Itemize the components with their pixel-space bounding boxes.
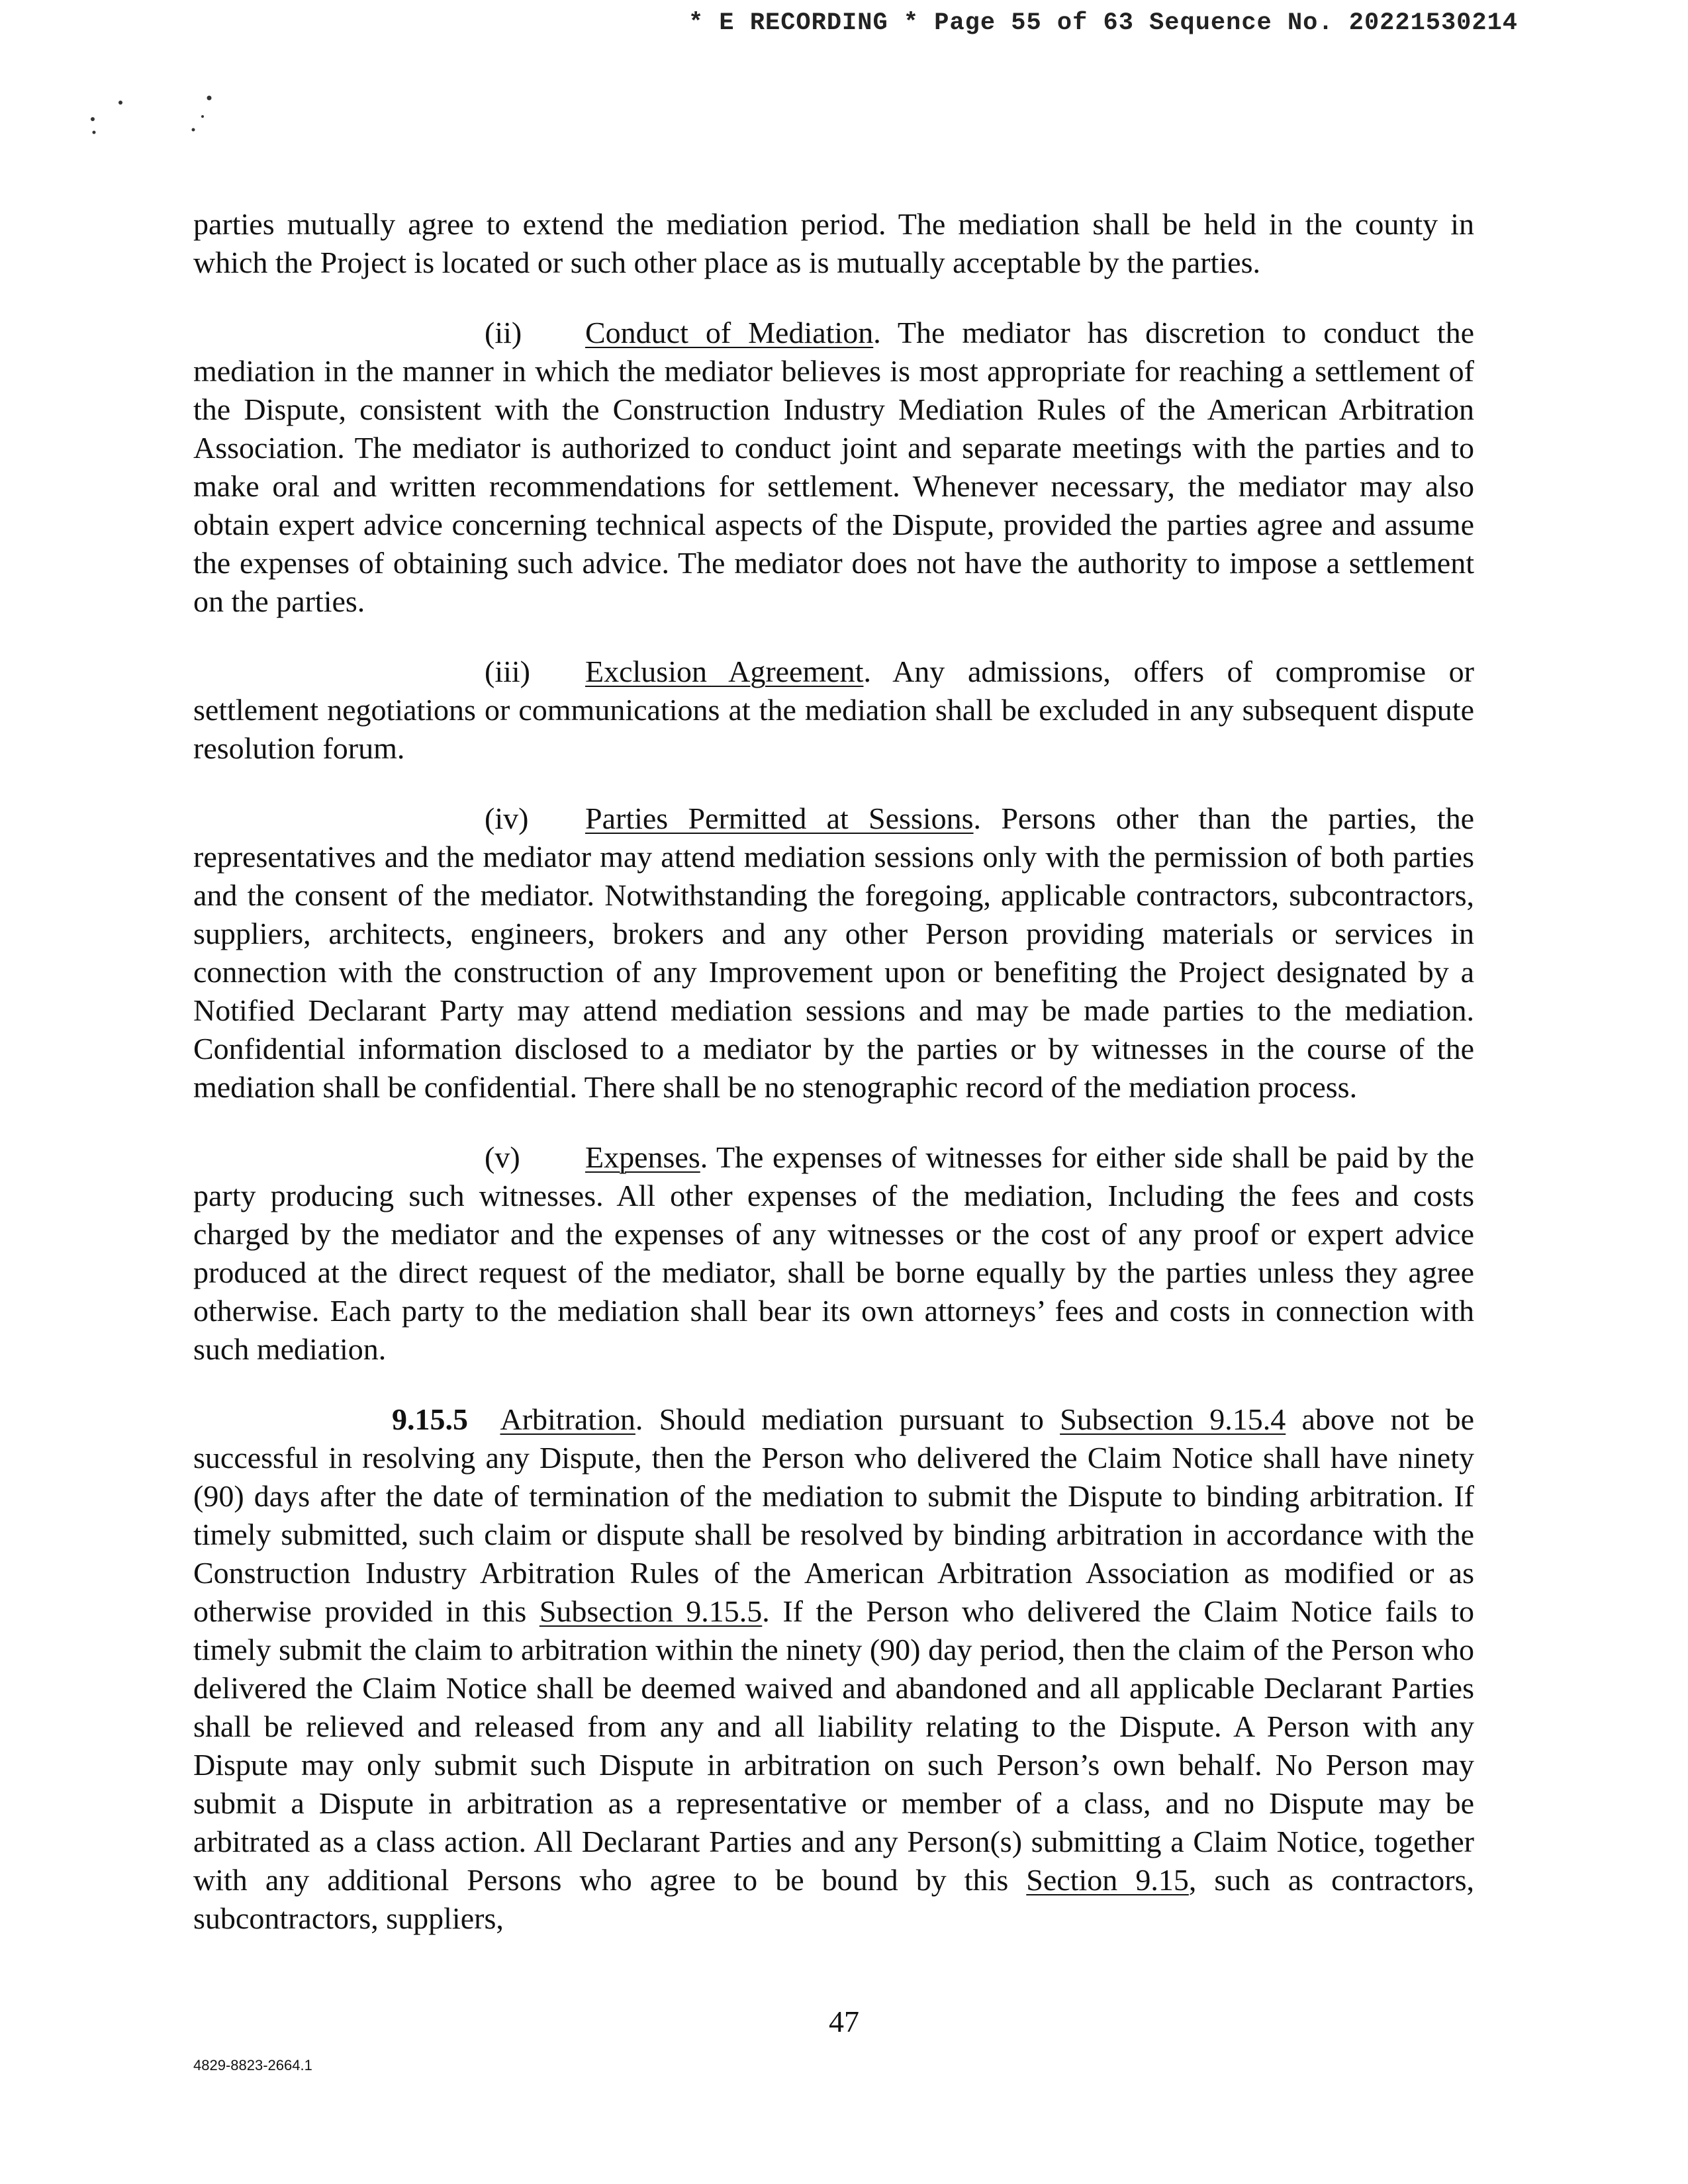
paragraph-conduct-of-mediation [193, 314, 1474, 621]
item-text: . The expenses of witnesses for either side shall be paid by the party producing such witnesses. All other expenses of the mediation, Including the fees and costs charged by the mediator and the expenses of any witnesses or the cost of any proof or expert advice produced at the direct request of the mediator, shall be borne equally by the parties unless they agree otherwise. Each party to the mediation shall bear its own attorneys’ fees and costs in connection with such mediation. [193, 1140, 1474, 1366]
section-number: 9.15.5 [392, 1402, 468, 1436]
item-text: . Any admissions, offers of compromise or settlement negotiations or communications at the mediation shall be excluded in any subsequent dispute resolution forum. [193, 655, 1474, 765]
paragraph-parties-permitted [193, 799, 1474, 1107]
item-text: . Persons other than the parties, the representatives and the mediator may attend mediation sessions only with the permission of both parties and the consent of the mediator. Notwithstanding the foregoing, applicable contractors, subcontractors, suppliers, architects, engineers, brokers and any other Person providing materials or services in connection with the construction of any Improvement upon or benefiting the Project designated by a Notified Declarant Party may attend mediation sessions and may be made parties to the mediation. Confidential information disclosed to a mediator by the parties or by witnesses in the course of the mediation shall be confidential. There shall be no stenographic record of the mediation process. [193, 801, 1474, 1104]
recording-stamp-header: * E RECORDING * Page 55 of 63 Sequence No. 20221530214 [688, 9, 1518, 37]
item-heading: Conduct of Mediation [585, 316, 874, 349]
item-number: (iii) [485, 655, 530, 688]
section-arbitration [193, 1400, 1474, 1938]
item-number: (iv) [485, 801, 529, 835]
document-body [193, 205, 1474, 1970]
item-heading: Parties Permitted at Sessions [585, 801, 974, 835]
cross-reference: Subsection 9.15.5 [539, 1594, 763, 1628]
item-number: (v) [485, 1140, 520, 1174]
item-number: (ii) [485, 316, 522, 349]
paragraph-continuation: parties mutually agree to extend the mediation period. The mediation shall be held in the county in which the Project is located or such other place as is mutually acceptable by the parties. [193, 207, 1474, 279]
item-heading: Exclusion Agreement [585, 655, 864, 688]
item-text: . The mediator has discretion to conduct the mediation in the manner in which the mediator believes is most appropriate for reaching a settlement of the Dispute, consistent with the Construction Industry Mediation Rules of the American Arbitration Association. The mediator is authorized to conduct joint and separate meetings with the parties and to make oral and written recommendations for settlement. Whenever necessary, the mediator may also obtain expert advice concerning technical aspects of the Dispute, provided the parties agree and assume the expenses of obtaining such advice. The mediator does not have the authority to impose a settlement on the parties. [193, 316, 1474, 618]
section-text-3: . If the Person who delivered the Claim Notice fails to timely submit the claim to arbitration within the ninety (90) day period, then the claim of the Person who delivered the Claim Notice shall be deemed waived and abandoned and all applicable Declarant Parties shall be relieved and released from any and all liability relating to the Dispute. A Person with any Dispute may only submit such Dispute in arbitration on such Person’s own behalf. No Person may submit a Dispute in arbitration as a representative or member of a class, and no Dispute may be arbitrated as a class action. All Declarant Parties and any Person(s) submitting a Claim Notice, together with any additional Persons who agree to be bound by this [193, 1594, 1474, 1897]
section-text-1: . Should mediation pursuant to [635, 1402, 1060, 1436]
document-id: 4829-8823-2664.1 [193, 2057, 312, 2073]
section-text-2: above not be successful in resolving any Dispute, then the Person who delivered the Claim Notice shall have ninety (90) days after the date of termination of the mediation to submit the Dispute to binding arbitration. If timely submitted, such claim or dispute shall be resolved by binding arbitration in accordance with the Construction Industry Arbitration Rules of the American Arbitration Association as modified or as otherwise provided in this [193, 1402, 1475, 1628]
paragraph-expenses [193, 1138, 1474, 1369]
scan-specks [79, 93, 238, 146]
cross-reference: Subsection 9.15.4 [1060, 1402, 1286, 1436]
paragraph-exclusion-agreement [193, 653, 1474, 768]
section-heading: Arbitration [500, 1402, 635, 1436]
section-text-4: , such as contractors, subcontractors, suppliers, [193, 1863, 1474, 1935]
page-number: 47 [829, 2005, 859, 2038]
cross-reference: Section 9.15 [1026, 1863, 1189, 1897]
item-heading: Expenses [585, 1140, 700, 1174]
